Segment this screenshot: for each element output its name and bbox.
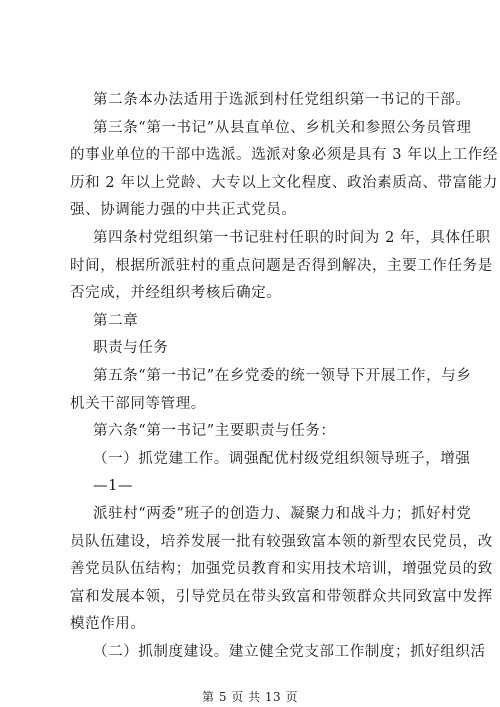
text-line: 机关干部同等管理。 bbox=[70, 396, 206, 412]
text-line: 第四条村党组织第一书记驻村任职的时间为 2 年，具体任职 bbox=[93, 230, 491, 246]
text-line: 模范作用。 bbox=[70, 616, 146, 632]
text-line: 时间，根据所派驻村的重点问题是否得到解决，主要工作任务是 bbox=[70, 258, 493, 274]
text-line: 派驻村“两委”班子的创造力、凝聚力和战斗力；抓好村党 bbox=[93, 506, 472, 522]
text-line: 员队伍建设，培养发展一批有较强致富本领的新型农民党员，改 bbox=[70, 534, 493, 550]
text-line: 第五条“第一书记”在乡党委的统一领导下开展工作，与乡 bbox=[93, 368, 472, 384]
text-line: 善党员队伍结构；加强党员教育和实用技术培训，增强党员的致 bbox=[70, 561, 493, 577]
page-footer: 第 5 页 共 13 页 bbox=[202, 690, 298, 704]
text-line: 否完成，并经组织考核后确定。 bbox=[70, 285, 282, 301]
text-line: （二）抓制度建设。建立健全党支部工作制度；抓好组织活 bbox=[93, 644, 486, 660]
text-line: 第二条本办法适用于选派到村任党组织第一书记的干部。 bbox=[93, 92, 471, 108]
chapter-heading: 第二章 bbox=[93, 313, 139, 329]
text-line: 强、协调能力强的中共正式党员。 bbox=[70, 202, 297, 218]
text-line: 第六条“第一书记”主要职责与任务： bbox=[93, 423, 336, 439]
text-line: 富和发展本领，引导党员在带头致富和带领群众共同致富中发挥 bbox=[70, 589, 493, 605]
inline-page-marker: —1— bbox=[93, 478, 134, 494]
text-line: 历和 2 年以上党龄、大专以上文化程度、政治素质高、带富能力 bbox=[70, 175, 498, 191]
section-heading: 职责与任务 bbox=[93, 340, 169, 356]
text-line: 第三条“第一书记”从县直单位、乡机关和参照公务员管理 bbox=[93, 120, 472, 136]
text-line: （一）抓党建工作。调强配优村级党组织领导班子，增强 bbox=[93, 451, 471, 467]
text-line: 的事业单位的干部中选派。选派对象必须是具有 3 年以上工作经 bbox=[70, 147, 498, 163]
